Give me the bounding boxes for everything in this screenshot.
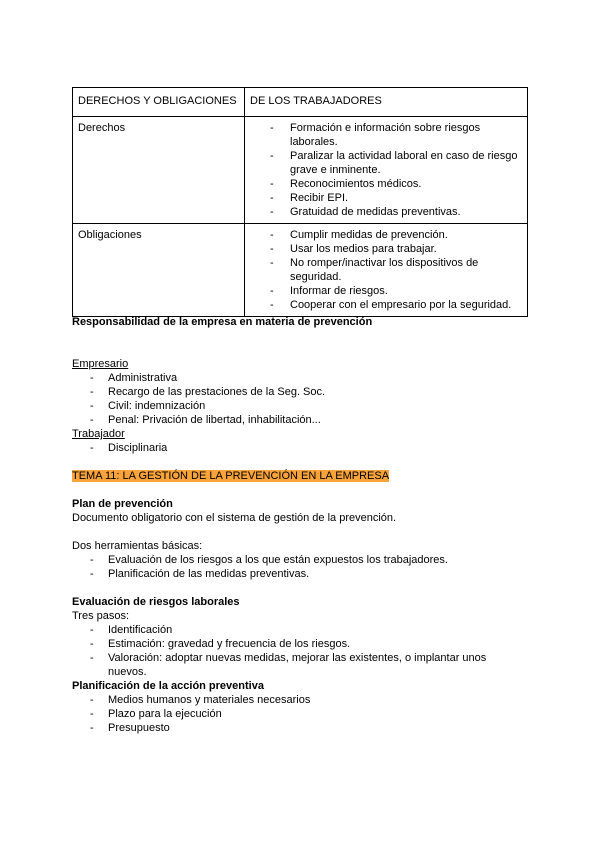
list-item: - Usar los medios para trabajar. [270, 242, 522, 256]
list-item: - Identificación [90, 623, 527, 637]
tools-list [72, 553, 527, 581]
list-item: - Medios humanos y materiales necesarios [90, 693, 527, 707]
planificacion-heading: Planificación de la acción preventiva [72, 680, 264, 692]
table-header-row [73, 88, 528, 117]
derechos-list [250, 121, 522, 219]
row-content [245, 117, 528, 224]
rights-obligations-table [72, 87, 528, 317]
list-item: - Planificación de las medidas preventivas. [90, 567, 527, 581]
row-label: Obligaciones [73, 224, 245, 317]
responsabilidad-heading: Responsabilidad de la empresa en materia de prevención [72, 316, 373, 328]
document-body [72, 315, 527, 735]
list-item: - Gratuidad de medidas preventivas. [270, 205, 522, 219]
plan-text: Documento obligatorio con el sistema de gestión de la prevención. [72, 512, 397, 524]
row-label: Derechos [73, 117, 245, 224]
list-item: - Estimación: gravedad y frecuencia de los riesgos. [90, 637, 527, 651]
list-item: - Formación e información sobre riesgos laborales. [270, 121, 522, 149]
list-item: - Reconocimientos médicos. [270, 177, 522, 191]
planificacion-list [72, 693, 527, 735]
tema-heading: TEMA 11: LA GESTIÓN DE LA PREVENCIÓN EN LA EMPRESA [72, 470, 390, 482]
obligaciones-list [250, 228, 522, 312]
list-item: - Paralizar la actividad laboral en caso de riesgo grave e inminente. [270, 149, 522, 177]
table-row-obligaciones [73, 224, 528, 317]
list-item: - Recibir EPI. [270, 191, 522, 205]
list-item: - Presupuesto [90, 721, 527, 735]
table-header-left: DERECHOS Y OBLIGACIONES [73, 88, 245, 117]
tools-intro: Dos herramientas básicas: [72, 540, 203, 552]
list-item: - Cooperar con el empresario por la seguridad. [270, 298, 522, 312]
evaluacion-heading: Evaluación de riesgos laborales [72, 596, 240, 608]
list-item: - Disciplinaria [90, 441, 527, 455]
row-content [245, 224, 528, 317]
list-item: - Evaluación de los riesgos a los que están expuestos los trabajadores. [90, 553, 527, 567]
list-item: - Civil: indemnización [90, 399, 527, 413]
list-item: - Penal: Privación de libertad, inhabilitación... [90, 413, 527, 427]
list-item: - Recargo de las prestaciones de la Seg. Soc. [90, 385, 527, 399]
table-row-derechos [73, 117, 528, 224]
evaluacion-intro: Tres pasos: [72, 610, 130, 622]
empresario-label: Empresario [72, 358, 129, 370]
trabajador-list [72, 441, 527, 455]
evaluacion-steps [72, 623, 527, 679]
list-item: - No romper/inactivar los dispositivos de seguridad. [270, 256, 522, 284]
plan-heading: Plan de prevención [72, 498, 173, 510]
tema-heading-line [72, 469, 527, 483]
trabajador-label: Trabajador [72, 428, 125, 440]
list-item: - Informar de riesgos. [270, 284, 522, 298]
table-header-right: DE LOS TRABAJADORES [245, 88, 528, 117]
list-item: - Plazo para la ejecución [90, 707, 527, 721]
list-item: - Administrativa [90, 371, 527, 385]
list-item: - Valoración: adoptar nuevas medidas, mejorar las existentes, o implantar unos nuevos. [90, 651, 527, 679]
list-item: - Cumplir medidas de prevención. [270, 228, 522, 242]
empresario-list [72, 371, 527, 427]
